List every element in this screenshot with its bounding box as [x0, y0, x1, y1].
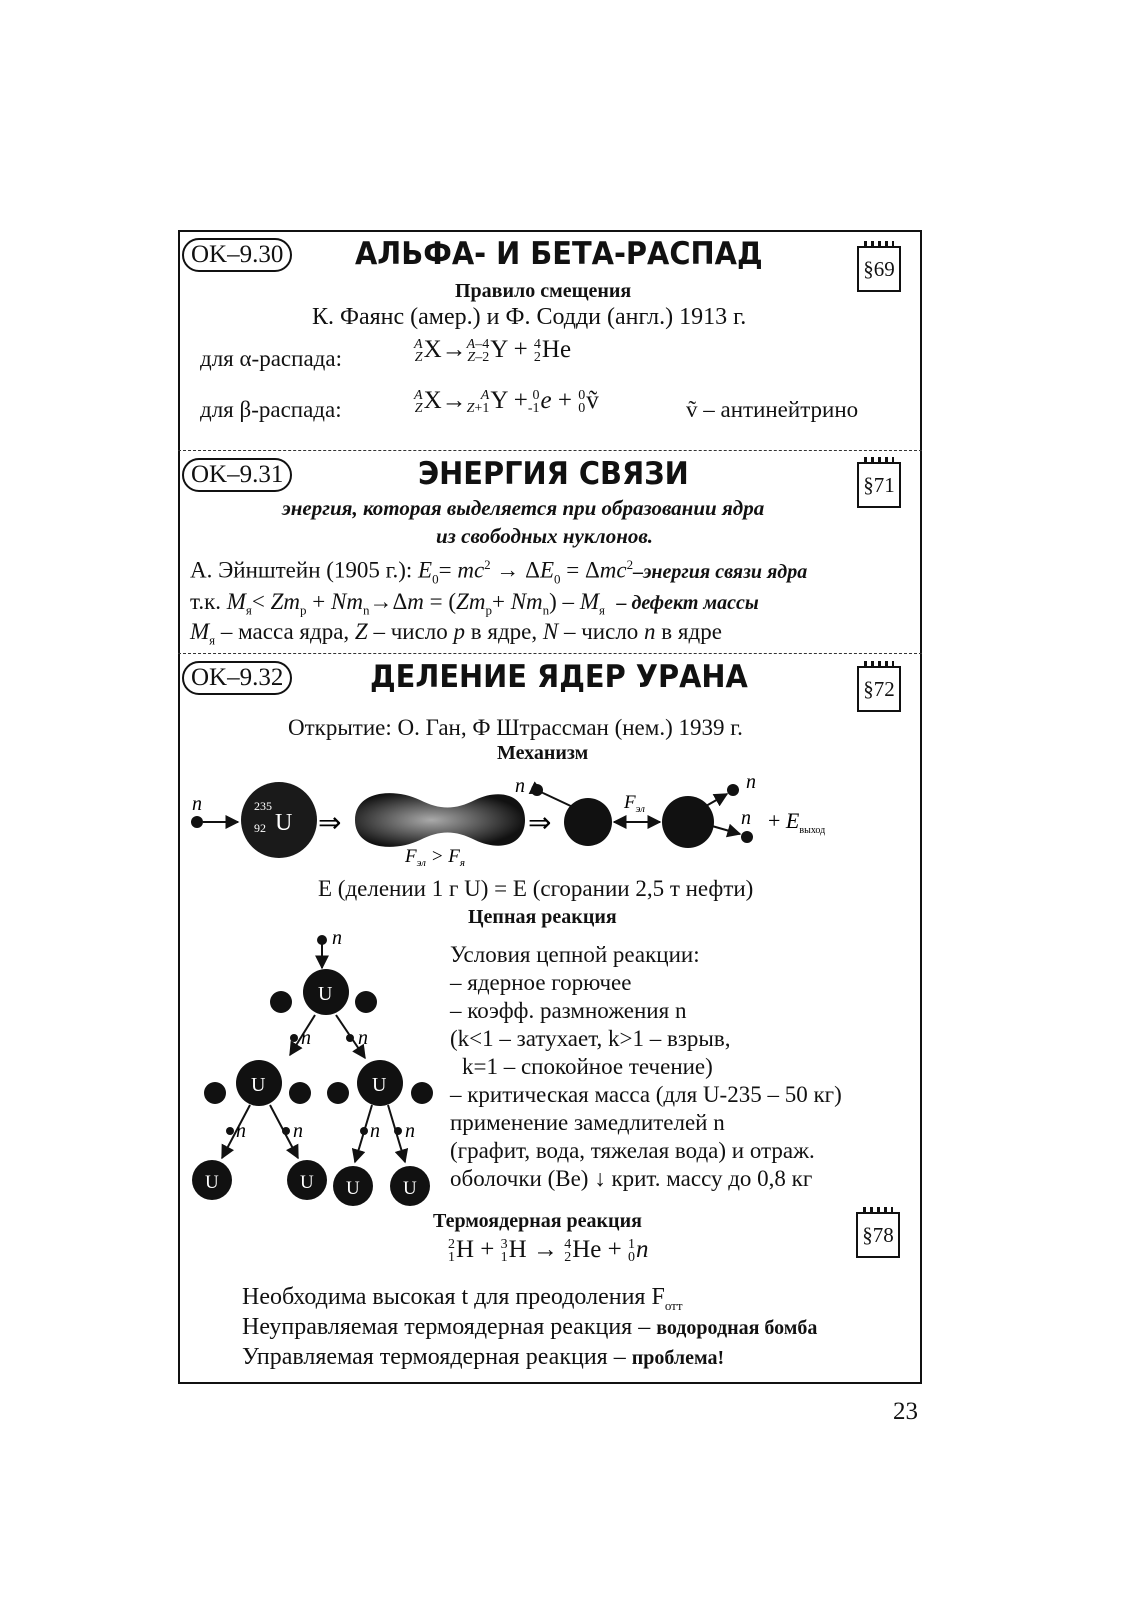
legend-in-nucleus: в ядре,	[470, 619, 538, 644]
fusion-line-3-text: Управляемая термоядерная реакция –	[242, 1344, 626, 1370]
svg-text:n: n	[236, 1120, 246, 1142]
mass-defect-label: – дефект массы	[616, 592, 759, 614]
problem-label: проблема!	[631, 1347, 725, 1369]
condition-6: применение замедлителей n	[450, 1110, 725, 1135]
legend-in-nucleus-2: в ядре	[661, 619, 722, 644]
fusion-line-3	[242, 1344, 724, 1371]
alpha-decay-formula: A ZX→A–4 Z–2Y + 4 2He	[414, 336, 572, 366]
legend-z: – число	[373, 619, 448, 644]
condition-3: (k<1 – затухает, k>1 – взрыв,	[450, 1026, 731, 1051]
binding-energy-definition: энергия, которая выделяется при образовании ядра	[282, 496, 765, 520]
page-number: 23	[893, 1398, 918, 1425]
arrow-implies-icon: ⇒	[318, 806, 342, 839]
condition-7: (графит, вода, тяжелая вода) и отраж.	[450, 1138, 815, 1163]
beta-decay-label: для β-распада:	[200, 397, 342, 422]
antineutrino-note: ṽ – антинейтрино	[686, 397, 859, 422]
mass-defect-line: т.к. $M_я< Zm_p + Nm_n\to\Delta m = (Zm_p+ Nm_n) - M_я$ – дефект массы	[190, 589, 759, 618]
paragraph-ref-930: §69	[857, 246, 901, 292]
svg-text:n: n	[370, 1120, 380, 1142]
svg-text:n: n	[405, 1120, 415, 1142]
section-title-930: АЛЬФА- И БЕТА-РАСПАД	[355, 236, 763, 272]
svg-text:U: U	[300, 1172, 314, 1193]
legend-line: $M_я$ – масса ядра, Z – число p в ядре, N – число n в ядре	[190, 619, 722, 648]
svg-text:235: 235	[254, 799, 272, 813]
fusion-line-2-text: Неуправляемая термоядерная реакция –	[242, 1314, 651, 1340]
section-code-930: OK–9.30	[182, 238, 292, 272]
legend-n: – число	[563, 619, 639, 644]
section-title-932: ДЕЛЕНИЕ ЯДЕР УРАНА	[370, 659, 748, 695]
svg-text:n: n	[746, 771, 756, 793]
paragraph-ref-931: §71	[857, 462, 901, 508]
svg-text:U: U	[205, 1172, 219, 1193]
fusion-formula: 2 1H + 3 1H → 4 2He + 1 0n	[448, 1236, 649, 1266]
hydrogen-bomb-label: водородная бомба	[656, 1317, 818, 1339]
condition-0: Условия цепной реакции:	[450, 942, 700, 967]
fusion-title: Термоядерная реакция	[433, 1210, 642, 1232]
svg-text:U: U	[346, 1178, 360, 1199]
condition-1: – ядерное горючее	[450, 970, 632, 995]
mechanism-label: Механизм	[497, 742, 589, 764]
fusion-line-2	[242, 1314, 817, 1341]
energy-release: + $E_{выход}$	[768, 808, 826, 836]
fusion-line-1-text: Необходима высокая t для преодоления F	[242, 1284, 665, 1310]
fusion-line-1: Необходима высокая t для преодоления $F_{отт}$	[242, 1284, 683, 1313]
svg-text:n: n	[358, 1027, 368, 1049]
einstein-line: А. Эйнштейн (1905 г.): $E_0= mc^2 \to \Delta E_0$ = Δmc$^2$–энергия связи ядра	[190, 557, 808, 587]
section-code-931: OK–9.31	[182, 458, 292, 492]
binding-energy-definition-2: из свободных нуклонов.	[436, 524, 653, 548]
svg-text:n: n	[301, 1027, 311, 1049]
svg-text:U: U	[275, 810, 293, 836]
beta-decay-formula: A ZX→ A Z+1Y + 0 -1e + 0 0ṽ	[414, 387, 599, 417]
svg-text:U: U	[403, 1178, 417, 1199]
svg-text:U: U	[372, 1074, 387, 1096]
energy-comparison: E (делении 1 г U) = E (сгорании 2,5 т нефти)	[318, 876, 754, 901]
einstein-prefix: А. Эйнштейн (1905 г.):	[190, 557, 413, 583]
binding-energy-label: –энергия связи ядра	[633, 560, 808, 583]
authors-line: К. Фаянс (амер.) и Ф. Содди (англ.) 1913 г.	[312, 304, 747, 330]
section-title-931: ЭНЕРГИЯ СВЯЗИ	[418, 456, 689, 492]
coulomb-force-label: $F_{эл}$	[624, 792, 645, 815]
paragraph-ref-978: §78	[856, 1212, 900, 1258]
svg-text:U: U	[251, 1074, 266, 1096]
svg-text:n: n	[293, 1120, 303, 1142]
section-code-932: OK–9.32	[182, 661, 292, 695]
legend-mass: – масса ядра,	[220, 619, 350, 644]
chain-reaction-title: Цепная реакция	[468, 906, 617, 928]
svg-text:n: n	[741, 807, 751, 829]
svg-text:n: n	[192, 793, 202, 815]
subtitle-displacement-rule: Правило смещения	[455, 280, 632, 302]
paragraph-ref-932: §72	[857, 666, 901, 712]
svg-text:U: U	[318, 983, 333, 1005]
condition-5: – критическая масса (для U-235 – 50 кг)	[450, 1082, 842, 1107]
arrow-implies-icon: ⇒	[528, 806, 552, 839]
svg-text:92: 92	[254, 821, 266, 835]
alpha-decay-label: для α-распада:	[200, 346, 342, 371]
condition-8: оболочки (Be) ↓ крит. массу до 0,8 кг	[450, 1166, 813, 1191]
svg-text:n: n	[332, 927, 342, 949]
force-relation: $F_{эл} > F_я$	[405, 846, 466, 869]
discovery-line: Открытие: О. Ган, Ф Штрассман (нем.) 1939 г.	[288, 715, 743, 740]
condition-2: – коэфф. размножения n	[450, 998, 687, 1023]
condition-4: k=1 – спокойное течение)	[462, 1054, 713, 1079]
nuclei	[192, 969, 433, 1206]
svg-text:n: n	[515, 775, 525, 797]
